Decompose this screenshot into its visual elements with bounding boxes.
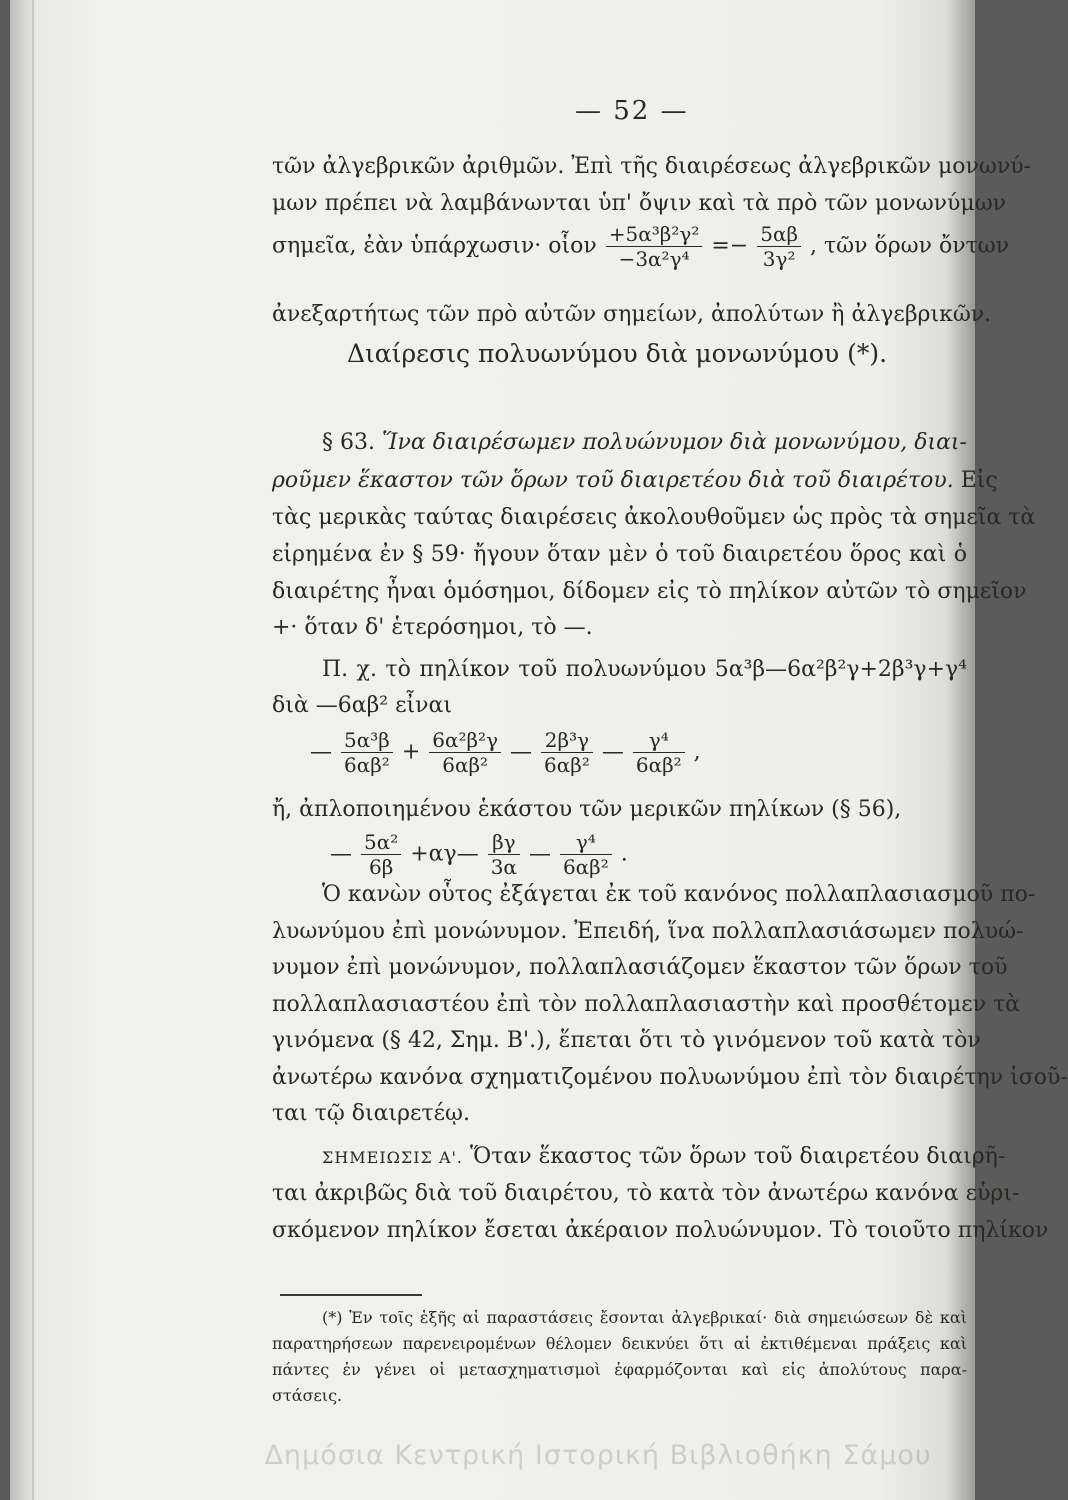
paragraph-line: [272, 428, 967, 458]
book-page: [10, 0, 1068, 1500]
paragraph-line: διαιρέτης ἦναι ὁμόσημοι, δίδομεν εἰς τὸ πηλίκον αὐτῶν τὸ σημεῖον: [272, 579, 1027, 604]
paragraph-line: εἰρημένα ἐν § 59· ἤγουν ὅταν μὲν ὁ τοῦ διαιρετέου ὅρος καὶ ὁ: [272, 542, 967, 567]
paragraph-line: τὰς μερικὰς ταύτας διαιρέσεις ἀκολουθοῦμεν ὡς πρὸς τὰ σημεῖα τὰ: [272, 505, 1036, 530]
fraction: [361, 830, 401, 879]
page-number: — 52 —: [575, 96, 689, 126]
minus-sign: —: [330, 841, 352, 867]
text-line: ἤ, ἀπλοποιημένου ἑκάστου τῶν μερικῶν πηλίκων (§ 56),: [272, 797, 902, 822]
text-fragment: Εἰς: [960, 468, 998, 493]
numerator: 5α³β: [341, 728, 393, 753]
paragraph-line: Ὁ κανὼν οὗτος ἐξάγεται ἐκ τοῦ κανόνος πολλαπλασιασμοῦ πο-: [322, 882, 1036, 907]
footnote-line: στάσεις.: [272, 1386, 343, 1405]
operator: +: [401, 739, 421, 765]
denominator: 3α: [490, 855, 517, 879]
example-line: Π. χ. τὸ πηλίκον τοῦ πολυωνύμου 5α³β—6α²β²γ+2β³γ+γ⁴: [322, 657, 967, 682]
numerator: 5α²: [361, 830, 401, 855]
denominator: 6αβ²: [344, 753, 390, 777]
numerator: +5α³β²γ²: [606, 222, 703, 247]
footnote-rule: [280, 1294, 422, 1296]
denominator: 6αβ²: [442, 753, 489, 777]
footnote-line: παρατηρήσεων παρενειρομένων θέλομεν δεικνύει ὅτι αἱ ἐκτιθέμεναι πράξεις καὶ: [272, 1334, 967, 1353]
fraction: [757, 222, 801, 271]
operator: —: [510, 739, 533, 765]
numerator: 5αβ: [757, 222, 801, 247]
note-line: [272, 1142, 1006, 1173]
paragraph-line: +· ὅταν δ' ἑτερόσημοι, τὸ —.: [272, 615, 593, 640]
section-heading: Διαίρεσις πολυωνύμου διὰ μονωνύμου (*).: [346, 339, 888, 368]
paragraph-line: λυωνύμου ἐπὶ μονώνυμον. Ἐπειδή, ἵνα πολλαπλασιάσωμεν πολυώ-: [272, 919, 1024, 944]
example-line: διὰ —6αβ² εἶναι: [272, 693, 452, 718]
numerator: βγ: [488, 830, 520, 855]
punctuation: .: [620, 841, 628, 867]
fraction: [560, 830, 612, 879]
gutter-line: [32, 0, 34, 1500]
numerator: 2β³γ: [541, 728, 593, 753]
denominator: 6αβ²: [544, 753, 590, 777]
fraction: [488, 830, 520, 879]
footnote-line: πάντες ἐν γένει οἱ μετασχηματισμοὶ ἐφαρμόζονται καὶ εἰς ἀπολύτους παρα-: [272, 1360, 967, 1379]
note-label: ΣΗΜΕΙΩΣΙΣ Α'.: [322, 1148, 463, 1167]
fraction: [429, 728, 501, 777]
operator: —: [528, 841, 551, 867]
numerator: γ⁴: [560, 830, 612, 855]
text-fragment: σημεῖα, ἐὰν ὑπάρχωσιν· οἷον: [272, 233, 597, 259]
numerator: γ⁴: [633, 728, 685, 753]
minus-sign: —: [310, 739, 332, 765]
rule-text: Ἵνα διαιρέσωμεν πολυώνυμον διὰ μονωνύμου, διαι-: [382, 430, 967, 455]
note-line: σκόμενον πηλίκον ἔσεται ἀκέραιον πολυώνυμον. Τὸ τοιοῦτο πηλίκον: [272, 1218, 1049, 1243]
equation-row-3: [330, 830, 1020, 879]
equals-sign: =−: [711, 233, 749, 259]
paragraph-line: [272, 466, 998, 496]
punctuation: ,: [693, 739, 701, 765]
fraction: [341, 728, 393, 777]
denominator: 6β: [368, 855, 394, 879]
fraction: [541, 728, 593, 777]
library-watermark: Δημόσια Κεντρική Ιστορική Βιβλιοθήκη Σάμου: [264, 1440, 932, 1471]
paragraph-line: νυμον ἐπὶ μονώνυμον, πολλαπλασιάζομεν ἕκαστον τῶν ὅρων τοῦ: [272, 955, 1008, 980]
denominator: 6αβ²: [562, 855, 609, 879]
denominator: 3γ²: [762, 247, 796, 271]
section-number: § 63.: [322, 430, 375, 455]
rule-text: ροῦμεν ἕκαστον τῶν ὅρων τοῦ διαιρετέου διὰ τοῦ διαιρέτου.: [272, 468, 954, 493]
denominator: −3α²γ⁴: [618, 247, 690, 271]
operator: +αγ—: [410, 841, 479, 867]
paragraph-line: γινόμενα (§ 42, Σημ. Β'.), ἕπεται ὅτι τὸ γινόμενον τοῦ κατὰ τὸν: [272, 1028, 981, 1053]
text-fragment: , τῶν ὅρων ὄντων: [810, 233, 1010, 259]
text-line: τῶν ἀλγεβρικῶν ἀριθμῶν. Ἐπὶ τῆς διαιρέσεως ἀλγεβρικῶν μονωνύ-: [272, 154, 1031, 179]
operator: —: [601, 739, 624, 765]
paragraph-line: ται τῷ διαιρετέῳ.: [272, 1101, 470, 1126]
footnote-line: (*) Ἐν τοῖς ἑξῆς αἱ παραστάσεις ἔσονται ἀλγεβρικαί· διὰ σημειώσεων δὲ καὶ: [322, 1308, 967, 1327]
text-line: μων πρέπει νὰ λαμβάνωνται ὑπ' ὄψιν καὶ τὰ πρὸ τῶν μονωνύμων: [272, 191, 1007, 216]
note-text: Ὅταν ἕκαστος τῶν ὅρων τοῦ διαιρετέου διαιρῆ-: [469, 1144, 1006, 1169]
fraction: [633, 728, 685, 777]
text-line: ἀνεξαρτήτως τῶν πρὸ αὐτῶν σημείων, ἀπολύτων ἢ ἀλγεβρικῶν.: [272, 302, 992, 327]
fraction: [606, 222, 703, 271]
denominator: 6αβ²: [635, 753, 682, 777]
numerator: 6α²β²γ: [429, 728, 501, 753]
equation-row-1: [272, 222, 1010, 271]
equation-row-2: [310, 728, 1000, 777]
note-line: ται ἀκριβῶς διὰ τοῦ διαιρέτου, τὸ κατὰ τὸν ἀνωτέρω κανόνα εὑρι-: [272, 1181, 1020, 1206]
paragraph-line: πολλαπλασιαστέου ἐπὶ τὸν πολλαπλασιαστὴν καὶ προσθέτομεν τὰ: [272, 992, 1021, 1017]
paragraph-line: ἀνωτέρω κανόνα σχηματιζομένου πολυωνύμου ἐπὶ τὸν διαιρέτην ἰσοῦ-: [272, 1065, 1068, 1090]
